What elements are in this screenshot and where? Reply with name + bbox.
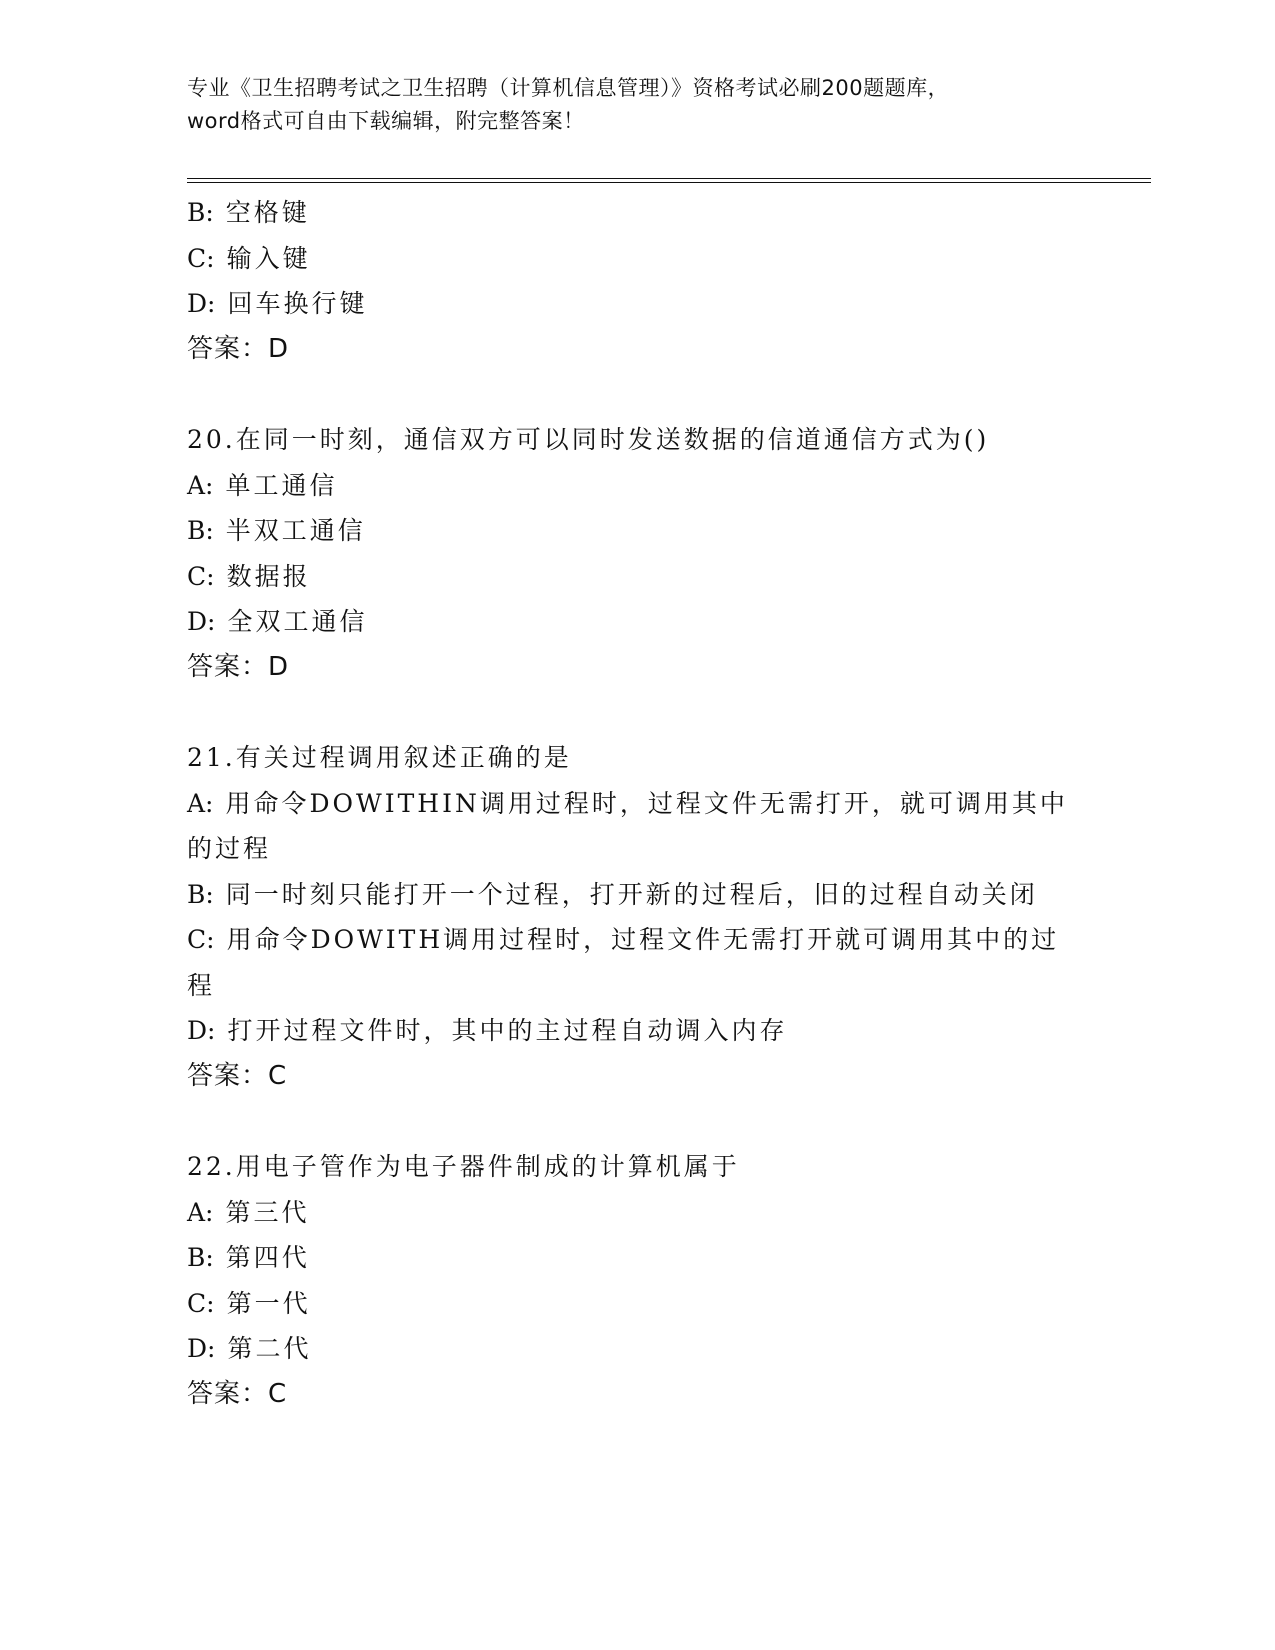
- spacer: [187, 1099, 1087, 1144]
- spacer: [187, 690, 1087, 735]
- option-d: D: 回车换行键: [187, 289, 368, 318]
- option-c: C: 第一代: [187, 1288, 311, 1318]
- header-line-1: 专业《卫生招聘考试之卫生招聘（计算机信息管理）》资格考试必刷200题题库，: [187, 76, 950, 100]
- option-b: B: 第四代: [187, 1243, 310, 1272]
- answer: 答案：D: [187, 651, 290, 682]
- question-19: [187, 190, 1087, 372]
- document-header: [187, 72, 1087, 138]
- question-text: 20.在同一时刻，通信双方可以同时发送数据的信道通信方式为(): [187, 425, 990, 454]
- answer: 答案：C: [187, 1378, 288, 1409]
- option-a: A: 用命令DOWITHIN调用过程时，过程文件无需打开，就可调用其中: [187, 788, 1068, 818]
- option-c: C: 用命令DOWITH调用过程时，过程文件无需打开就可调用其中的过: [187, 925, 1060, 954]
- option-a: A: 单工通信: [187, 470, 338, 500]
- option-c-continued: 程: [187, 970, 216, 1000]
- question-22: [187, 1144, 1087, 1417]
- answer: 答案：C: [187, 1060, 288, 1091]
- option-d: D: 第二代: [187, 1334, 312, 1363]
- option-d: D: 打开过程文件时，其中的主过程自动调入内存: [187, 1016, 788, 1045]
- option-b: B: 半双工通信: [187, 516, 366, 545]
- question-20: [187, 417, 1087, 690]
- question-list: [187, 190, 1087, 1417]
- option-b: B: 同一时刻只能打开一个过程，打开新的过程后，旧的过程自动关闭: [187, 879, 1038, 909]
- option-c: C: 输入键: [187, 243, 311, 273]
- option-a-continued: 的过程: [187, 834, 272, 863]
- option-d: D: 全双工通信: [187, 607, 368, 636]
- header-divider: [187, 178, 1151, 183]
- answer: 答案：D: [187, 333, 290, 364]
- option-b: B: 空格键: [187, 198, 310, 227]
- spacer: [187, 372, 1087, 417]
- header-line-2: word格式可自由下载编辑，附完整答案！: [187, 109, 585, 133]
- question-text: 21.有关过程调用叙述正确的是: [187, 743, 572, 772]
- option-a: A: 第三代: [187, 1197, 310, 1227]
- question-21: [187, 735, 1087, 1099]
- option-c: C: 数据报: [187, 561, 311, 591]
- question-text: 22.用电子管作为电子器件制成的计算机属于: [187, 1152, 740, 1181]
